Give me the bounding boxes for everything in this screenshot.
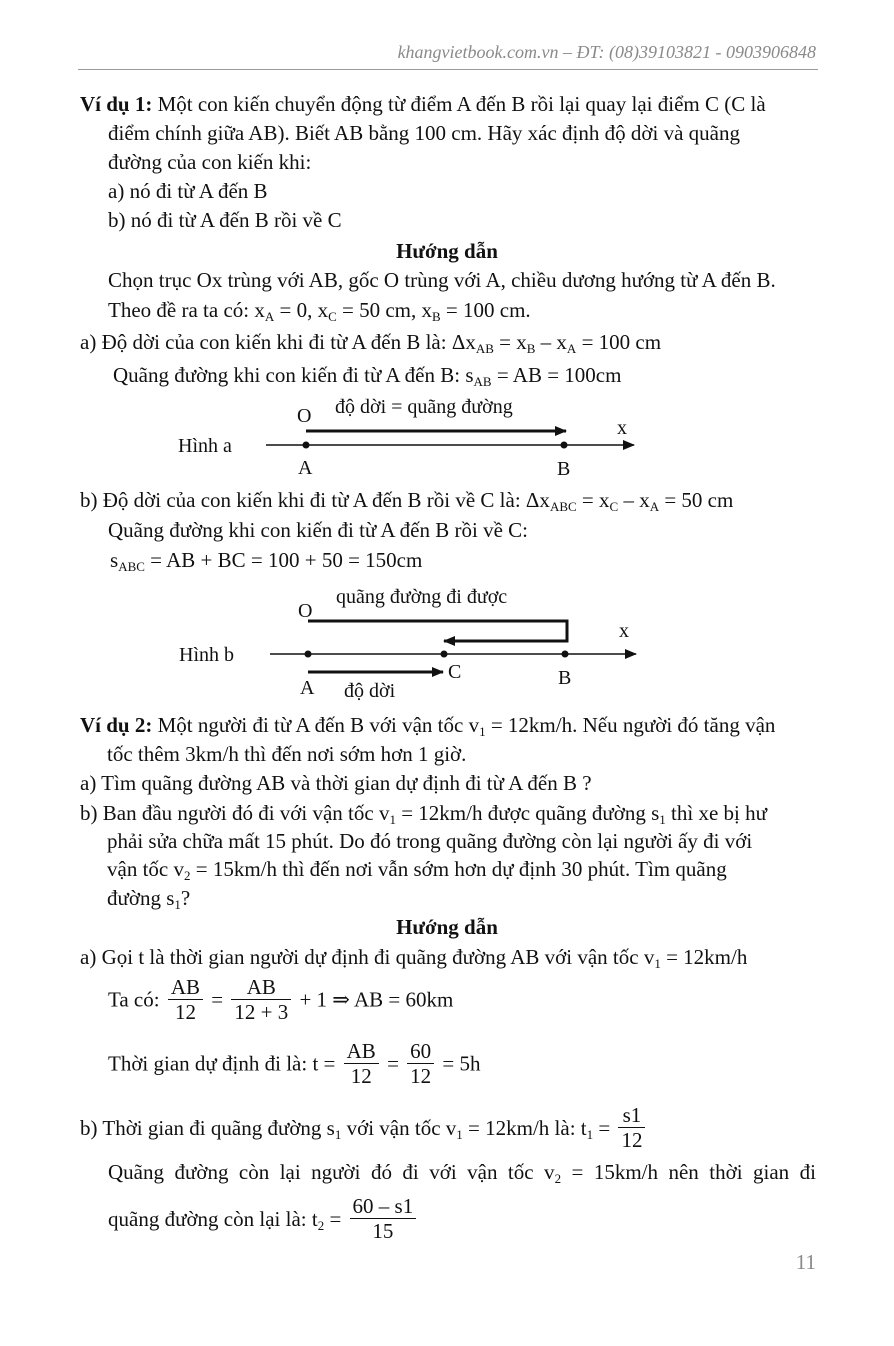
example2-part-b-line3: vận tốc $v_2 = 15km/h$ thì đến nơi vẫn sớm hơn dự định 30 phút. Tìm quãng: [107, 857, 727, 883]
figure-b-label: Hình b: [179, 644, 234, 666]
equation-t1: b) Thời gian đi quãng đường $s_1$ với vận tốc $v_1 = 12km/h$ là: $t_1$ = $\frac{s1}{12}$: [80, 1103, 648, 1153]
example2-line2: tốc thêm 3km/h thì đến nơi sớm hơn 1 giờ.: [107, 742, 467, 766]
page-header: khangvietbook.com.vn – ĐT: (08)39103821 - 0903906848: [397, 42, 816, 62]
example2-part-a: a) Tìm quãng đường AB và thời gian dự định đi từ A đến B ?: [80, 771, 592, 795]
example1-line2: điểm chính giữa AB). Biết AB bằng 100 cm. Hãy xác định độ dời và quãng: [108, 121, 740, 145]
fraction-ab-over-12: $\frac{AB}{12}$: [168, 975, 203, 1025]
example1-line3: đường của con kiến khi:: [108, 150, 312, 174]
fraction-60-over-12: $\frac{60}{12}$: [407, 1039, 434, 1089]
solution1-a-displacement: a) Độ dời của con kiến khi đi từ A đến B là: $\Delta x_{AB} = x_B - x_A = 100$ cm: [80, 330, 662, 356]
figure-a: [0, 390, 894, 490]
figure-a-caption: độ dời = quãng đường: [335, 396, 513, 418]
equation-ab: Ta có: $\frac{AB}{12}$ = $\frac{AB}{12 + 3}$ + 1 ⇒ AB = 60km: [108, 975, 454, 1025]
figure-b-point-b: [562, 651, 569, 658]
guide1-line1: Chọn trục Ox trùng với AB, gốc O trùng với A, chiều dương hướng từ A đến B.: [108, 268, 776, 292]
example2-part-b-line1: b) Ban đầu người đó đi với vận tốc $v_1 = 12km/h$ được quãng đường $s_1$ thì xe bị hư: [80, 801, 767, 827]
example2-label: Ví dụ 2:: [80, 713, 153, 737]
figure-b-point-c: [441, 651, 448, 658]
page-number: 11: [795, 1250, 816, 1274]
figure-a-axis-label: x: [617, 417, 627, 439]
example1-guide-title: Hướng dẫn: [396, 239, 498, 263]
figure-b-path-arrow: [308, 621, 567, 641]
solution1-a-distance: Quãng đường khi con kiến đi từ A đến B: $s_{AB}$ = AB = 100cm: [113, 363, 622, 389]
fraction-60-minus-s1-over-15: $\frac{60 - s1}{15}$: [350, 1194, 417, 1244]
fraction-ab-over-15: $\frac{AB}{12 + 3}$: [231, 975, 291, 1025]
figure-b-axis-label: x: [619, 620, 629, 642]
figure-a-point-a-label: A: [298, 457, 313, 479]
figure-b-point-a-label: A: [300, 677, 315, 699]
figure-a-point-a: [303, 442, 310, 449]
figure-b-bottom-caption: độ dời: [344, 680, 396, 702]
fraction-ab-over-12-time: $\frac{AB}{12}$: [344, 1039, 379, 1089]
example2-guide-title: Hướng dẫn: [396, 915, 498, 939]
equation-planned-time: Thời gian dự định đi là: t = $\frac{AB}{12}$ = $\frac{60}{12}$ = 5h: [108, 1039, 481, 1089]
guide1-line2: Theo đề ra ta có: $x_A = 0$, $x_C = 50$ cm, $x_B = 100$ cm.: [108, 298, 531, 324]
example2-part-b-line4: đường $s_1$?: [107, 886, 191, 912]
guide2-b-remaining: Quãng đường còn lại người đó đi với vận tốc $v_2 = 15km/h$ nên thời gian đi: [108, 1160, 816, 1186]
figure-a-origin-label: O: [297, 405, 312, 427]
example1-part-a: a) nó đi từ A đến B: [108, 179, 268, 203]
figure-b: [0, 580, 894, 700]
figure-b-point-a: [305, 651, 312, 658]
figure-a-point-b: [561, 442, 568, 449]
guide2-a-intro: a) Gọi t là thời gian người dự định đi quãng đường AB với vận tốc $v_1 = 12km/h$: [80, 945, 748, 971]
fraction-s1-over-12: $\frac{s1}{12}$: [618, 1103, 645, 1153]
solution1-b-distance: $s_{ABC}$ = AB + BC = 100 + 50 = 150cm: [110, 548, 423, 574]
header-rule: [78, 69, 818, 70]
figure-a-label: Hình a: [178, 435, 232, 457]
example2-line1: Ví dụ 2: Một người đi từ A đến B với vận tốc $v_1 = 12km/h$. Nếu người đó tăng vận: [80, 713, 776, 739]
example1-part-b: b) nó đi từ A đến B rồi về C: [108, 208, 342, 232]
figure-a-point-b-label: B: [557, 458, 571, 480]
solution1-b-distance-intro: Quãng đường khi con kiến đi từ A đến B rồi về C:: [108, 518, 528, 542]
figure-b-top-caption: quãng đường đi được: [336, 586, 508, 608]
example2-part-b-line2: phải sửa chữa mất 15 phút. Do đó trong quãng đường còn lại người ấy đi với: [107, 829, 753, 853]
figure-b-origin-label: O: [298, 600, 313, 622]
equation-t2: quãng đường còn lại là: $t_2$ = $\frac{60 - s1}{15}$: [108, 1194, 419, 1244]
figure-b-point-b-label: B: [558, 667, 572, 689]
example1-label: Ví dụ 1:: [80, 92, 153, 116]
example1-line1: [80, 92, 816, 117]
figure-b-point-c-label: C: [448, 661, 462, 683]
solution1-b-displacement: b) Độ dời của con kiến khi đi từ A đến B rồi về C là: $\Delta x_{ABC} = x_C - x_A = 50$ cm: [80, 488, 734, 514]
example1-text: Một con kiến chuyển động từ điểm A đến B rồi lại quay lại điểm C (C là: [152, 92, 766, 116]
